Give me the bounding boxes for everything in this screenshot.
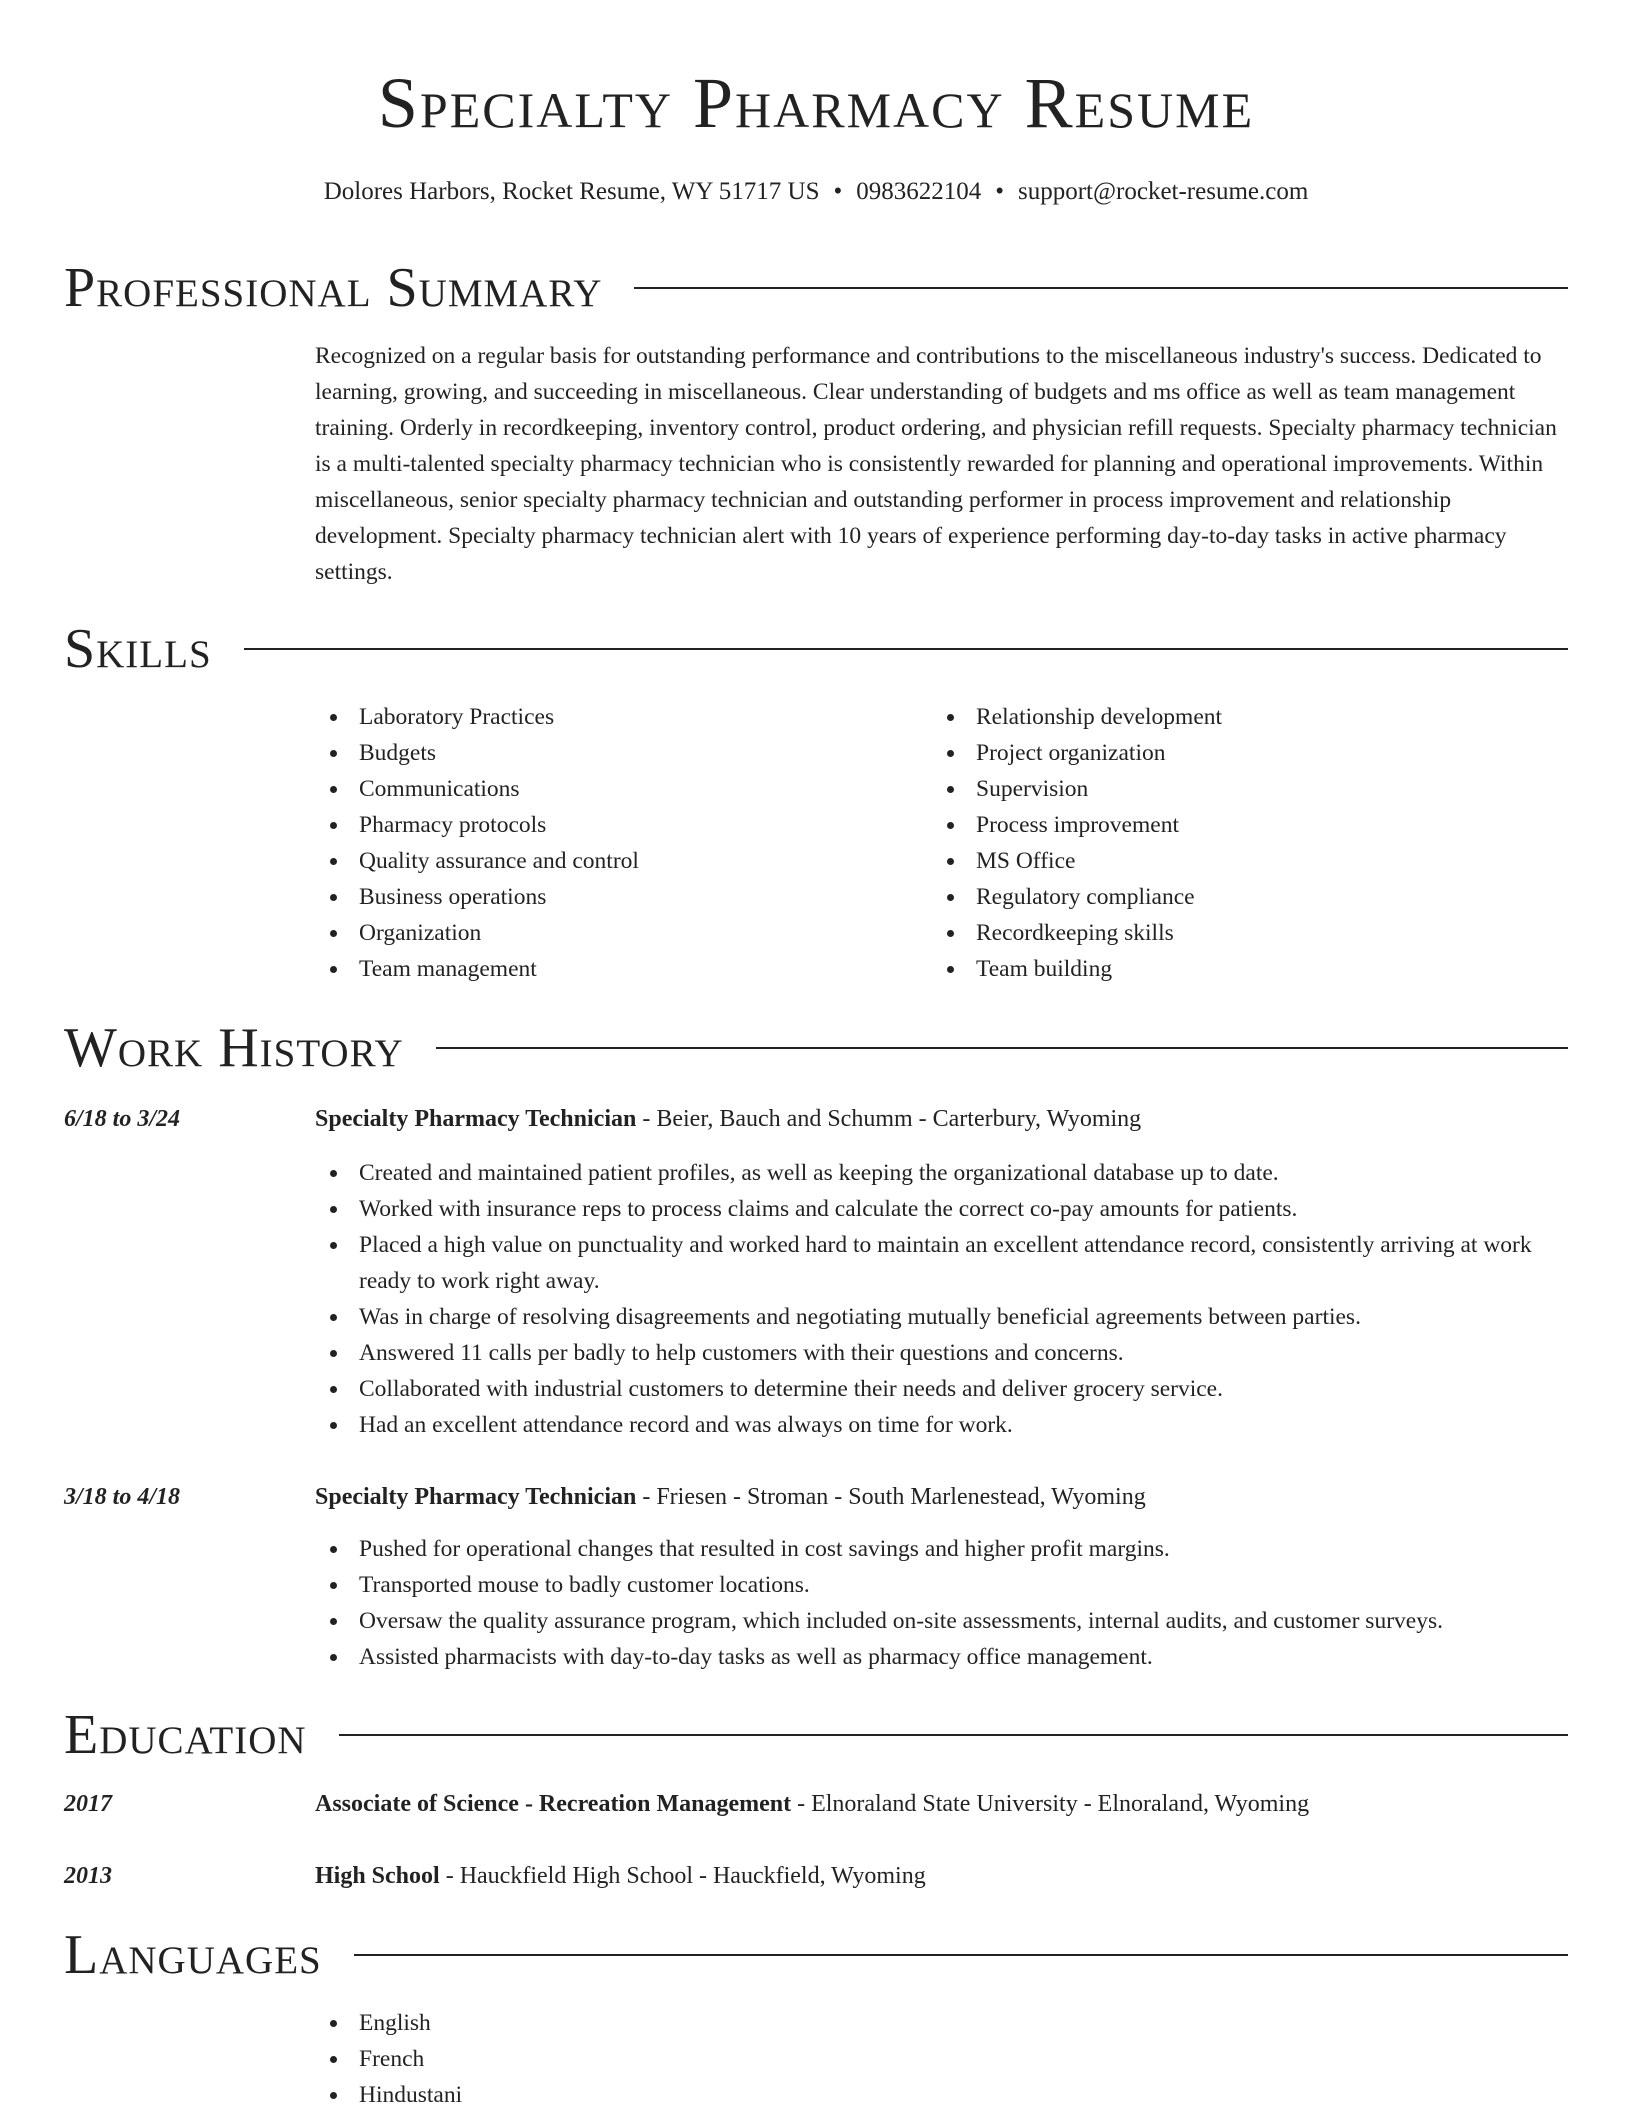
contact-phone: 0983622104 <box>856 178 982 205</box>
job-bullet: Pushed for operational changes that resulted in cost savings and higher profit margins. <box>315 1531 1568 1567</box>
education-year: 2017 <box>64 1791 112 1817</box>
education-entry <box>315 1786 1568 1822</box>
education-section-header <box>64 1700 1568 1770</box>
skill-item: Team building <box>932 951 1532 987</box>
skill-item: Relationship development <box>932 699 1532 735</box>
job-bullet: Had an excellent attendance record and was always on time for work. <box>315 1407 1568 1443</box>
job-bullets <box>315 1155 1568 1443</box>
education-degree: High School <box>315 1863 440 1889</box>
education-school: - Hauckfield High School - Hauckfield, Wyoming <box>439 1863 926 1889</box>
skills-column-right <box>932 699 1532 987</box>
skill-item: Team management <box>315 951 915 987</box>
job-bullet: Oversaw the quality assurance program, which included on-site assessments, internal audits, and customer surveys. <box>315 1603 1568 1639</box>
job-employer: - Beier, Bauch and Schumm - Carterbury, Wyoming <box>636 1106 1142 1132</box>
section-divider <box>354 1954 1568 1956</box>
contact-separator: • <box>833 178 843 205</box>
summary-heading: Professional Summary <box>64 257 603 319</box>
skill-item: Process improvement <box>932 807 1532 843</box>
skills-column-left <box>315 699 915 987</box>
education-year: 2013 <box>64 1863 112 1889</box>
resume-title: Specialty Pharmacy Resume <box>377 63 1255 143</box>
skills-heading: Skills <box>64 618 212 680</box>
work-section-header <box>64 1013 1568 1083</box>
skill-item: Communications <box>315 771 915 807</box>
section-divider <box>339 1734 1568 1736</box>
skill-item: Pharmacy protocols <box>315 807 915 843</box>
education-degree: Associate of Science - Recreation Management <box>315 1791 792 1817</box>
section-divider <box>244 648 1568 650</box>
contact-line <box>0 174 1632 210</box>
contact-email: support@rocket-resume.com <box>1018 178 1309 205</box>
job-bullet: Placed a high value on punctuality and worked hard to maintain an excellent attendance record, consistently arriving at work ready to work right away. <box>315 1227 1568 1299</box>
summary-text: Recognized on a regular basis for outstanding performance and contributions to the miscellaneous industry's success. Dedicated to learning, growing, and succeeding in miscellaneous. Clear understanding of budgets and ms office as well as team management training. Orderly in recordkeeping, inventory control, product ordering, and physician refill requests. Specialty pharmacy technician is a multi-talented specialty pharmacy technician who is consistently rewarded for planning and operational improvements. Within miscellaneous, senior specialty pharmacy technician and outstanding performer in process improvement and relationship development. Specialty pharmacy technician alert with 10 years of experience performing day-to-day tasks in active pharmacy settings. <box>315 343 1557 585</box>
job-dates: 3/18 to 4/18 <box>64 1484 181 1510</box>
skills-section-header <box>64 614 1568 684</box>
job-bullet: Created and maintained patient profiles, as well as keeping the organizational database up to date. <box>315 1155 1568 1191</box>
job-employer: - Friesen - Stroman - South Marlenestead, Wyoming <box>636 1484 1146 1510</box>
skill-item: Supervision <box>932 771 1532 807</box>
job-title-line <box>315 1101 1568 1137</box>
education-heading: Education <box>64 1704 307 1766</box>
skill-item: Budgets <box>315 735 915 771</box>
skill-item: Regulatory compliance <box>932 879 1532 915</box>
job-dates: 6/18 to 3/24 <box>64 1106 181 1132</box>
job-title-line <box>315 1479 1568 1515</box>
language-item: English <box>315 2005 1568 2041</box>
skill-item: MS Office <box>932 843 1532 879</box>
contact-separator: • <box>995 178 1004 205</box>
skill-item: Organization <box>315 915 915 951</box>
skill-item: Project organization <box>932 735 1532 771</box>
work-heading: Work History <box>64 1017 404 1079</box>
job-bullets <box>315 1531 1568 1675</box>
language-item: French <box>315 2041 1568 2077</box>
job-bullet: Was in charge of resolving disagreements and negotiating mutually beneficial agreements between parties. <box>315 1299 1568 1335</box>
job-bullet: Answered 11 calls per badly to help customers with their questions and concerns. <box>315 1335 1568 1371</box>
section-divider <box>634 287 1568 289</box>
job-bullet: Worked with insurance reps to process claims and calculate the correct co-pay amounts for patients. <box>315 1191 1568 1227</box>
skill-item: Recordkeeping skills <box>932 915 1532 951</box>
skill-item: Quality assurance and control <box>315 843 915 879</box>
languages-list <box>315 2005 1568 2113</box>
languages-section-header <box>64 1920 1568 1990</box>
job-bullet: Assisted pharmacists with day-to-day tasks as well as pharmacy office management. <box>315 1639 1568 1675</box>
contact-address: Dolores Harbors, Rocket Resume, WY 51717 US <box>323 178 820 205</box>
job-bullet: Transported mouse to badly customer locations. <box>315 1567 1568 1603</box>
section-divider <box>436 1047 1568 1049</box>
summary-section-header <box>64 253 1568 323</box>
skill-item: Laboratory Practices <box>315 699 915 735</box>
skill-item: Business operations <box>315 879 915 915</box>
education-entry <box>315 1858 1568 1894</box>
languages-heading: Languages <box>64 1924 322 1986</box>
education-school: - Elnoraland State University - Elnoraland, Wyoming <box>791 1791 1310 1817</box>
job-title: Specialty Pharmacy Technician <box>315 1106 637 1132</box>
job-bullet: Collaborated with industrial customers to determine their needs and deliver grocery service. <box>315 1371 1568 1407</box>
job-title: Specialty Pharmacy Technician <box>315 1484 637 1510</box>
language-item: Hindustani <box>315 2077 1568 2113</box>
